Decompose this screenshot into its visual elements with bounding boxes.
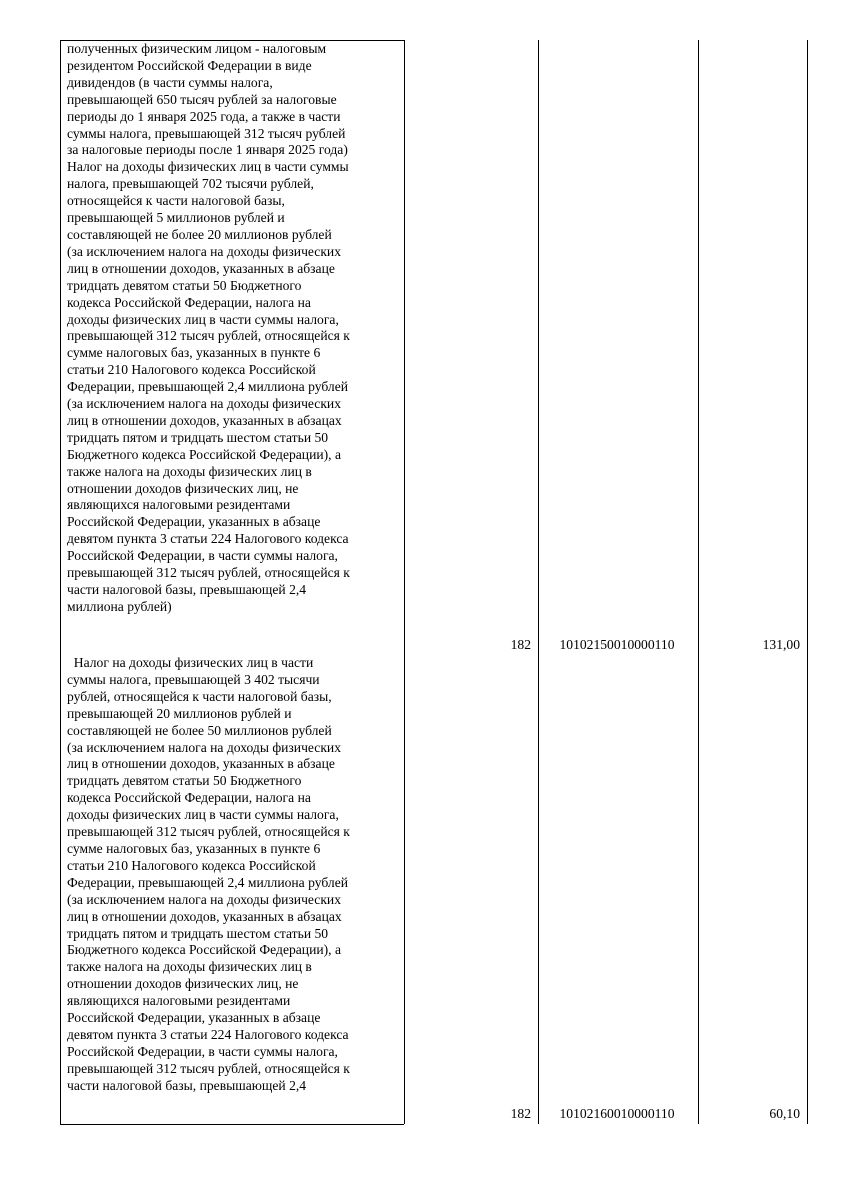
description-line: являющихся налоговыми резидентами: [67, 497, 291, 513]
row-2-description: [67, 655, 403, 1095]
description-line: Федерации, превышающей 2,4 миллиона рублей: [67, 379, 349, 395]
description-line: кодекса Российской Федерации, налога на: [67, 790, 311, 806]
description-line: статьи 210 Налогового кодекса Российской: [67, 362, 316, 378]
row-1-admin-code: 182: [510, 637, 531, 652]
description-line: Федерации, превышающей 2,4 миллиона рублей: [67, 874, 349, 890]
table-divider-description: [404, 40, 405, 1124]
description-line: превышающей 312 тысяч рублей, относящейся к: [67, 328, 350, 344]
description-line: превышающей 312 тысяч рублей, относящейся к: [67, 565, 350, 581]
description-line: суммы налога, превышающей 3 402 тысячи: [67, 671, 320, 687]
table-border-bottom-description: [60, 1124, 404, 1125]
description-line: тридцать девятом статьи 50 Бюджетного: [67, 773, 302, 789]
table-divider-admin: [538, 40, 539, 1124]
description-line: тридцать девятом статьи 50 Бюджетного: [67, 277, 302, 293]
description-line: сумме налоговых баз, указанных в пункте 6: [67, 840, 321, 856]
description-line: лиц в отношении доходов, указанных в абзацах: [67, 412, 342, 428]
description-line: превышающей 312 тысяч рублей, относящейся к: [67, 1060, 350, 1076]
description-line: (за исключением налога на доходы физических: [67, 243, 341, 259]
description-line: отношении доходов физических лиц, не: [67, 480, 299, 496]
table-border-left: [60, 40, 61, 1124]
description-line: Российской Федерации, в части суммы налога,: [67, 548, 338, 564]
description-line: тридцать пятом и тридцать шестом статьи 50: [67, 925, 329, 941]
description-line: сумме налоговых баз, указанных в пункте 6: [67, 345, 321, 361]
description-line: Налог на доходы физических лиц в части суммы: [67, 159, 349, 175]
row-1-kbk-code: 10102150010000110: [559, 637, 675, 652]
description-line: статьи 210 Налогового кодекса Российской: [67, 857, 316, 873]
description-line: отношении доходов физических лиц, не: [67, 976, 299, 992]
row-2-admin-code: 182: [510, 1106, 531, 1121]
row-1-amount: 131,00: [762, 637, 800, 652]
description-line: Российской Федерации, указанных в абзаце: [67, 1010, 321, 1026]
description-line: составляющей не более 50 миллионов рублей: [67, 722, 332, 738]
row-2-amount: 60,10: [769, 1106, 800, 1121]
description-line: также налога на доходы физических лиц в: [67, 959, 312, 975]
description-line: рублей, относящейся к части налоговой базы,: [67, 688, 332, 704]
description-line: (за исключением налога на доходы физических: [67, 739, 341, 755]
description-line: являющихся налоговыми резидентами: [67, 993, 291, 1009]
description-line: налога, превышающей 702 тысячи рублей,: [67, 176, 314, 192]
description-line: лиц в отношении доходов, указанных в абзацах: [67, 908, 342, 924]
description-line: превышающей 650 тысяч рублей за налоговые: [67, 91, 337, 107]
description-line: периоды до 1 января 2025 года, а также в части: [67, 108, 341, 124]
table-border-right: [807, 40, 808, 1124]
description-line: части налоговой базы, превышающей 2,4: [67, 1077, 307, 1093]
description-line: доходы физических лиц в части суммы налога,: [67, 311, 339, 327]
description-line: девятом пункта 3 статьи 224 Налогового кодекса: [67, 1026, 349, 1042]
row-1-description: [67, 41, 403, 616]
description-line: (за исключением налога на доходы физических: [67, 396, 341, 412]
description-line: Российской Федерации, в части суммы налога,: [67, 1043, 338, 1059]
description-line: за налоговые периоды после 1 января 2025 года): [67, 142, 348, 158]
description-line: миллиона рублей): [67, 598, 172, 614]
description-line: (за исключением налога на доходы физических: [67, 891, 341, 907]
description-line: Налог на доходы физических лиц в части: [67, 655, 314, 670]
description-line: девятом пункта 3 статьи 224 Налогового кодекса: [67, 531, 349, 547]
description-line: доходы физических лиц в части суммы налога,: [67, 807, 339, 823]
description-line: резидентом Российской Федерации в виде: [67, 57, 312, 73]
description-line: Российской Федерации, указанных в абзаце: [67, 514, 321, 530]
table-divider-kbk: [698, 40, 699, 1124]
description-line: превышающей 312 тысяч рублей, относящейся к: [67, 824, 350, 840]
description-line: составляющей не более 20 миллионов рублей: [67, 226, 332, 242]
description-line: суммы налога, превышающей 312 тысяч рублей: [67, 125, 346, 141]
row-2-kbk-code: 10102160010000110: [559, 1106, 675, 1121]
description-line: также налога на доходы физических лиц в: [67, 463, 312, 479]
description-line: превышающей 20 миллионов рублей и: [67, 705, 292, 721]
description-line: лиц в отношении доходов, указанных в абзаце: [67, 756, 335, 772]
description-line: Бюджетного кодекса Российской Федерации), а: [67, 446, 341, 462]
description-line: относящейся к части налоговой базы,: [67, 193, 285, 209]
description-line: Бюджетного кодекса Российской Федерации), а: [67, 942, 341, 958]
description-line: кодекса Российской Федерации, налога на: [67, 294, 311, 310]
description-line: превышающей 5 миллионов рублей и: [67, 210, 285, 226]
description-line: дивидендов (в части суммы налога,: [67, 74, 273, 90]
description-line: лиц в отношении доходов, указанных в абзаце: [67, 260, 335, 276]
description-line: тридцать пятом и тридцать шестом статьи 50: [67, 429, 329, 445]
description-line: части налоговой базы, превышающей 2,4: [67, 582, 307, 597]
description-line: полученных физическим лицом - налоговым: [67, 41, 327, 56]
